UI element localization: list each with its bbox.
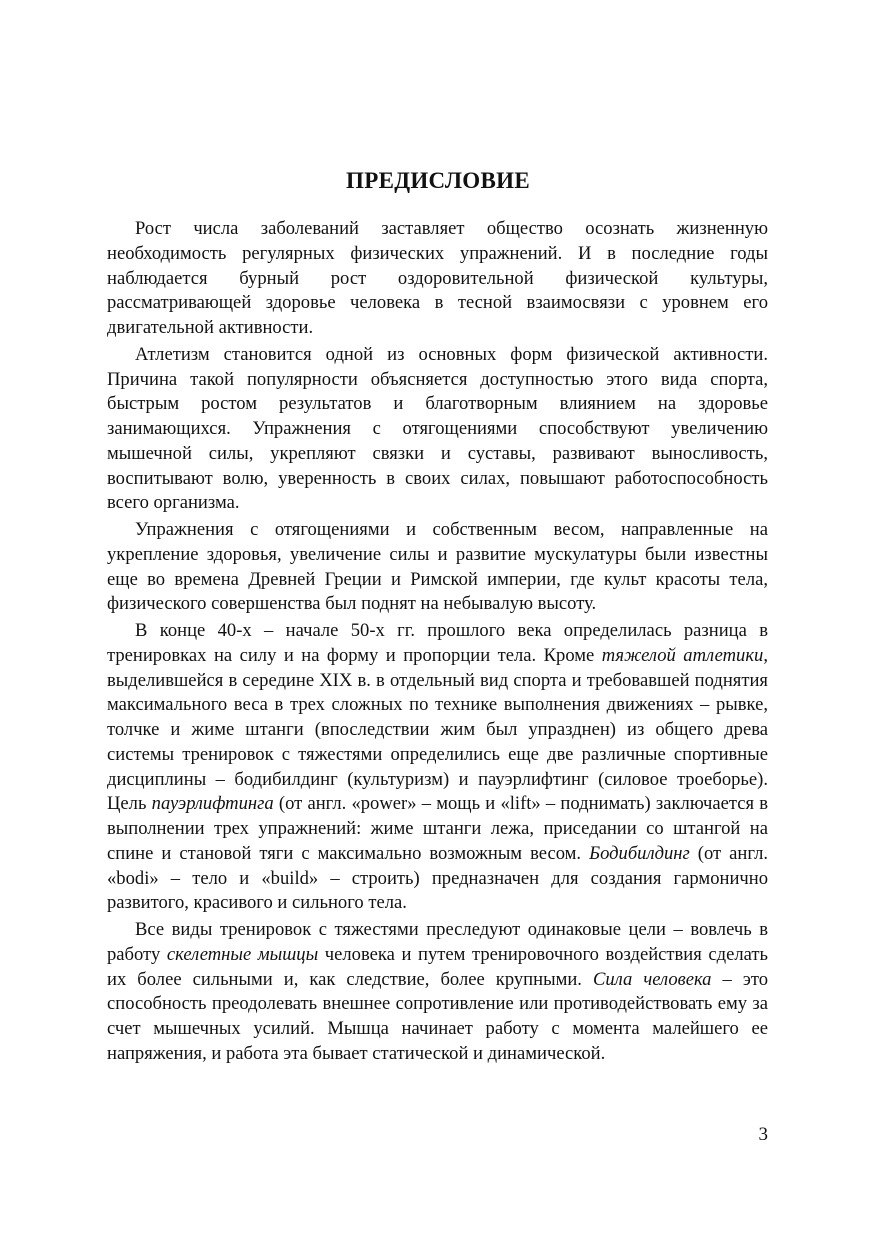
paragraph-3: Упражнения с отягощениями и собственным весом, направленные на укрепление здоровья, увеличение силы и развитие мускулатуры были известны еще во времена Древней Греции и Римской империи, где культ красоты тела, физического совершенства был поднят на небывалую высоту. [107, 519, 768, 615]
paragraph-4-text-1: В конце 40-х – начале 50-х гг. прошлого века определилась разница в тренировках на силу и на форму и пропорции тела. Кроме [107, 620, 768, 666]
term-heavy-athletics: тяжелой атлетики [601, 644, 764, 666]
paragraph-5 [107, 918, 768, 1067]
paragraph-4-text-2: , выделившейся в середине XIX в. в отдельный вид спорта и требовавшей поднятия максимального веса в трех сложных по технике выполнения движениях – рывке, толчке и жиме штанги (впоследствии жим был упразднен) из общего древа системы тренировок с тяжестями определились еще две различные спортивные дисциплины – бодибилдинг (культуризм) и пауэрлифтинг (силовое троеборье). Цель [107, 644, 768, 815]
paragraph-1: Рост числа заболеваний заставляет общество осознать жизненную необходимость регулярных физических упражнений. И в последние годы наблюдается бурный рост оздоровительной физической культуры, рассматривающей здоровье человека в тесной взаимосвязи с уровнем его двигательной активности. [107, 218, 768, 338]
preface-text [107, 217, 768, 1067]
term-human-strength: Сила человека [592, 968, 712, 990]
paragraph-5-text-1: Все виды тренировок с тяжестями преследуют одинаковые цели – вовлечь в работу [107, 919, 768, 965]
paragraph-5-text-3: – это способность преодолевать внешнее сопротивление или противодействовать ему за счет мышечных усилий. Мышца начинает работу с момента малейшего ее напряжения, и работа эта бывает статической и динамической. [107, 968, 768, 1064]
paragraph-5-text-2: человека и путем тренировочного воздействия сделать их более сильными и, как следствие, более крупными. [107, 943, 769, 990]
term-powerlifting: пауэрлифтинга [151, 793, 274, 815]
page-title: ПРЕДИСЛОВИЕ [346, 168, 530, 193]
term-bodybuilding: Бодибилдинг [589, 842, 690, 864]
paragraph-4-text-4: (от англ. «bodi» – тело и «build» – строить) предназначен для создания гармонично развитого, красивого и сильного тела. [107, 842, 768, 914]
paragraph-4-text-3: (от англ. «power» – мощь и «lift» – поднимать) заключается в выполнении трех упражнений: жиме штанги лежа, приседании со штангой на спине и становой тяги с максимально возможным весом. [107, 793, 769, 864]
page-number: 3 [758, 1124, 768, 1145]
paragraph-2: Атлетизм становится одной из основных форм физической активности. Причина такой популярности объясняется доступностью этого вида спорта, быстрым ростом результатов и благотворным влиянием на здоровье занимающихся. Упражнения с отягощениями способствуют увеличению мышечной силы, укрепляют связки и суставы, развивают выносливость, воспитывают волю, уверенность в своих силах, повышают работоспособность всего организма. [107, 343, 768, 514]
paragraph-4 [107, 619, 768, 916]
term-skeletal-muscles: скелетные мышцы [166, 943, 319, 965]
